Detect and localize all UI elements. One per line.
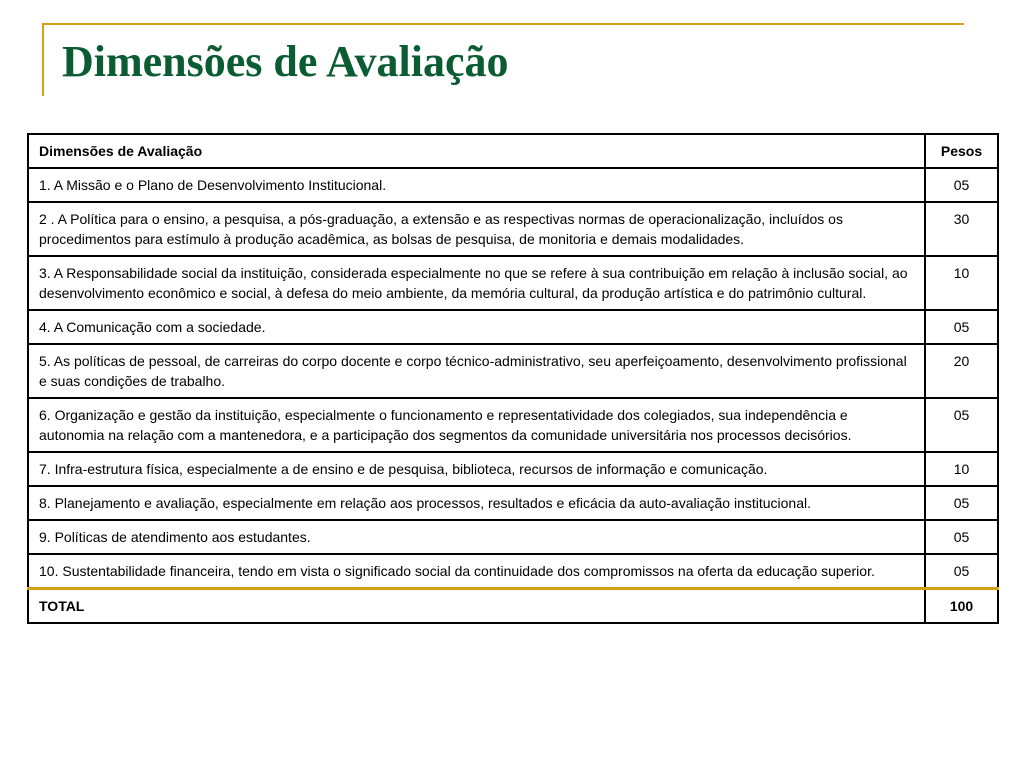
weight-cell: 05 [925,520,998,554]
dimension-cell: 10. Sustentabilidade financeira, tendo em vista o significado social da continuidade dos compromissos na oferta da educação superior. [28,554,925,589]
dimension-cell: 6. Organização e gestão da instituição, especialmente o funcionamento e representatividade dos colegiados, sua independência e autonomia na relação com a mantenedora, e a participação dos segmentos da comunidade universitária nos processos decisórios. [28,398,925,452]
table-row [28,520,998,554]
dimension-cell: 1. A Missão e o Plano de Desenvolvimento Institucional. [28,168,925,202]
title-accent-bar [42,23,44,96]
evaluation-table [27,133,999,624]
header-weight: Pesos [925,134,998,168]
table-row [28,398,998,452]
weight-cell: 05 [925,554,998,589]
dimension-cell: 3. A Responsabilidade social da instituição, considerada especialmente no que se refere à sua contribuição em relação à inclusão social, ao desenvolvimento econômico e social, à defesa do meio ambiente, da memória cultural, da produção artística e do patrimônio cultural. [28,256,925,310]
weight-cell: 10 [925,256,998,310]
weight-cell: 30 [925,202,998,256]
table-header-row [28,134,998,168]
weight-cell: 20 [925,344,998,398]
table-row [28,486,998,520]
table-total-row [28,589,998,624]
total-weight: 100 [925,589,998,624]
weight-cell: 05 [925,486,998,520]
table-row [28,202,998,256]
header-dimension: Dimensões de Avaliação [28,134,925,168]
dimension-cell: 4. A Comunicação com a sociedade. [28,310,925,344]
table-row [28,168,998,202]
total-label: TOTAL [28,589,925,624]
slide-title: Dimensões de Avaliação [62,37,509,86]
dimension-cell: 8. Planejamento e avaliação, especialmente em relação aos processos, resultados e eficácia da auto-avaliação institucional. [28,486,925,520]
table-row [28,310,998,344]
weight-cell: 05 [925,310,998,344]
dimension-cell: 9. Políticas de atendimento aos estudantes. [28,520,925,554]
weight-cell: 10 [925,452,998,486]
dimension-cell: 2 . A Política para o ensino, a pesquisa, a pós-graduação, a extensão e as respectivas normas de operacionalização, incluídos os procedimentos para estímulo à produção acadêmica, as bolsas de pesquisa, de monitoria e demais modalidades. [28,202,925,256]
title-accent-line [42,23,964,25]
table-row [28,344,998,398]
dimension-cell: 7. Infra-estrutura física, especialmente a de ensino e de pesquisa, biblioteca, recursos de informação e comunicação. [28,452,925,486]
evaluation-table-container [27,133,997,624]
weight-cell: 05 [925,168,998,202]
weight-cell: 05 [925,398,998,452]
table-row [28,256,998,310]
dimension-cell: 5. As políticas de pessoal, de carreiras do corpo docente e corpo técnico-administrativo, seu aperfeiçoamento, desenvolvimento profissional e suas condições de trabalho. [28,344,925,398]
table-row [28,452,998,486]
table-row [28,554,998,589]
